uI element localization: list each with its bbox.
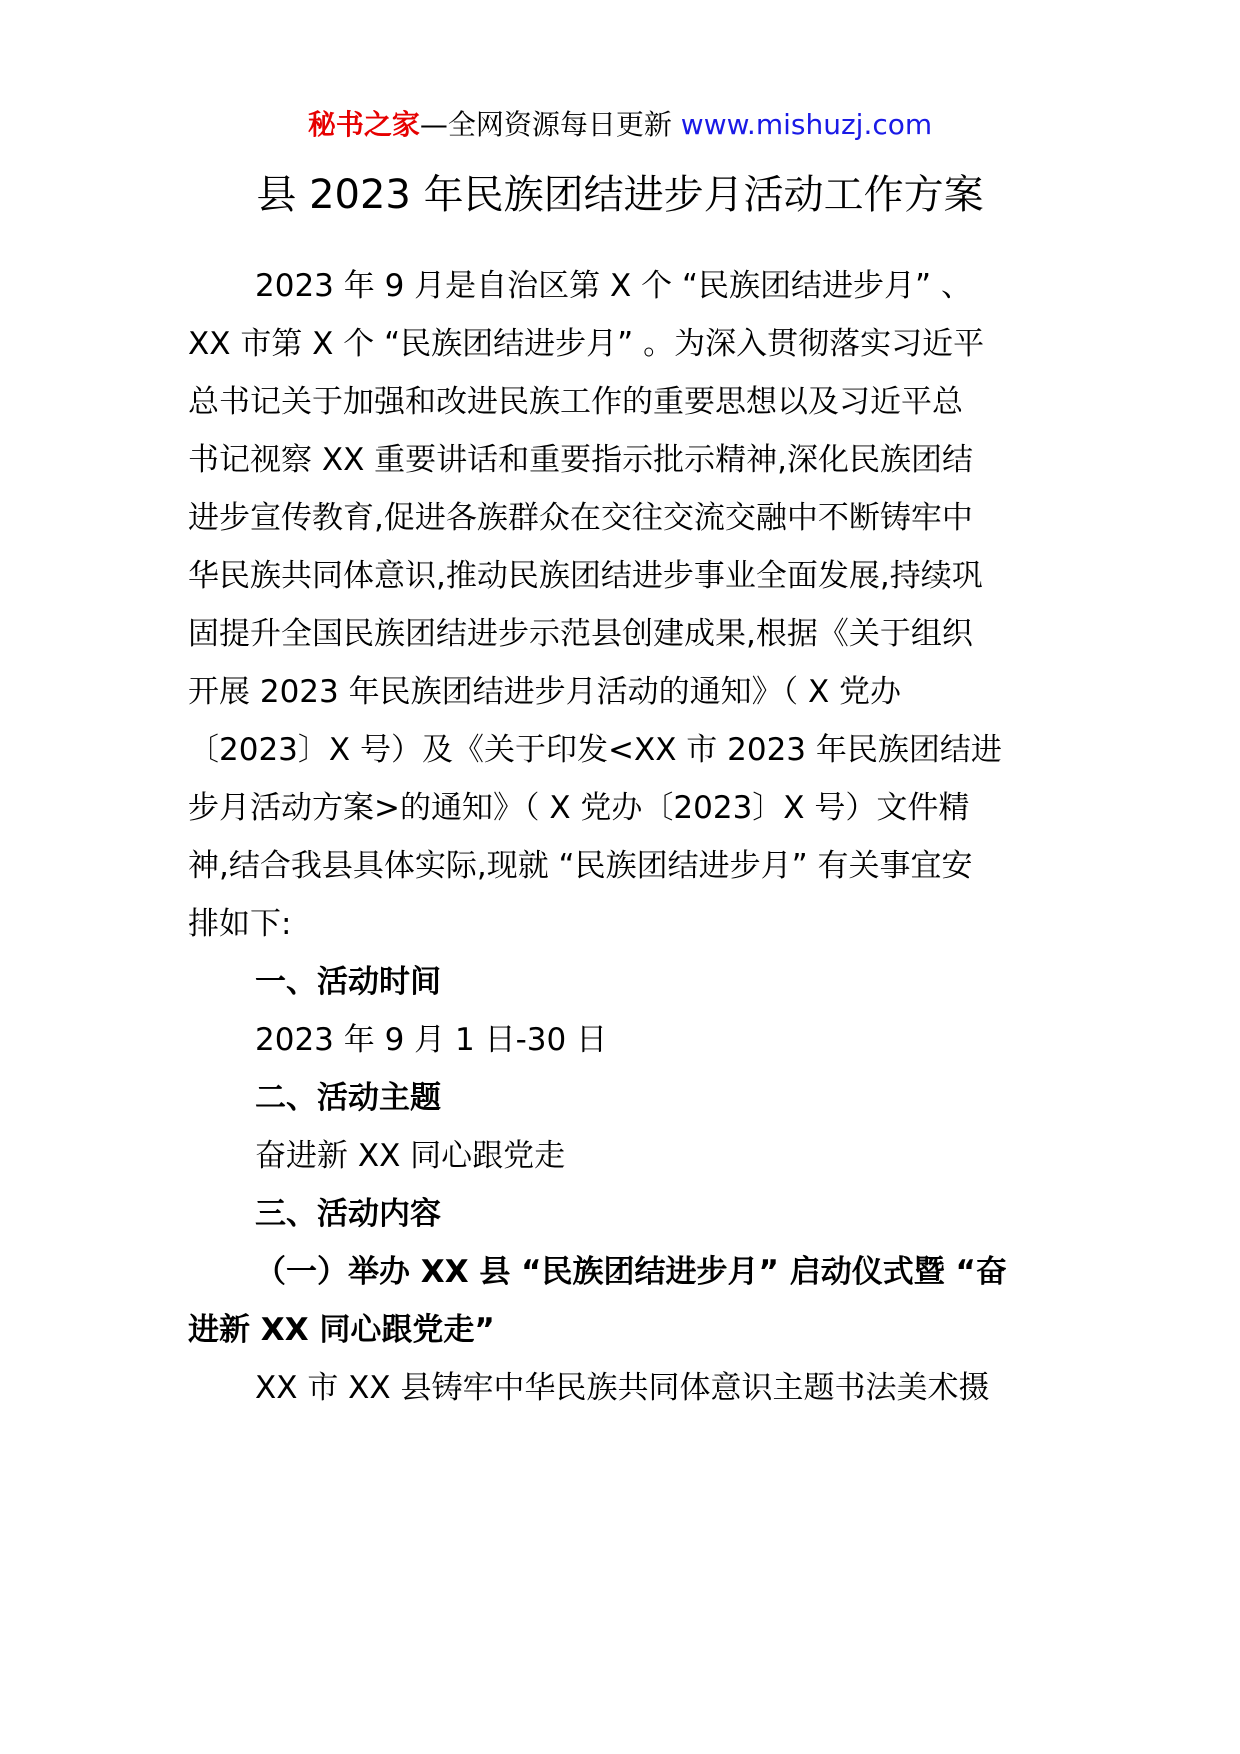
body-line: 步月活动方案>的通知》（ X 党办〔2023〕X 号）文件精: [188, 790, 970, 826]
header-tagline: —全网资源每日更新: [419, 108, 672, 141]
site-url-link[interactable]: www.mishuzj.com: [680, 108, 933, 141]
body-line: 奋进新 XX 同心跟党走: [255, 1138, 566, 1174]
body-line: 开展 2023 年民族团结进步月活动的通知》（ X 党办: [188, 674, 902, 710]
body-line: XX 市第 X 个 “民族团结进步月” 。为深入贯彻落实习近平: [188, 326, 985, 362]
subsection-heading: 进新 XX 同心跟党走”: [188, 1312, 495, 1348]
body-line: 排如下:: [188, 906, 292, 942]
site-header: [0, 105, 1240, 145]
subsection-heading: （一）举办 XX 县 “民族团结进步月” 启动仪式暨 “奋: [255, 1254, 1007, 1290]
brand-name: 秘书之家: [307, 108, 420, 141]
body-line: 总书记关于加强和改进民族工作的重要思想以及习近平总: [188, 384, 963, 420]
body-line: XX 市 XX 县铸牢中华民族共同体意识主题书法美术摄: [255, 1370, 990, 1406]
body-line: 固提升全国民族团结进步示范县创建成果,根据《关于组织: [188, 616, 973, 652]
body-line: 2023 年 9 月 1 日-30 日: [255, 1022, 608, 1058]
body-line: 2023 年 9 月是自治区第 X 个 “民族团结进步月” 、: [255, 268, 972, 304]
body-line: 进步宣传教育,促进各族群众在交往交流交融中不断铸牢中: [188, 500, 973, 536]
section-heading: 二、活动主题: [255, 1080, 441, 1116]
body-line: 神,结合我县具体实际,现就 “民族团结进步月” 有关事宜安: [188, 848, 973, 884]
section-heading: 三、活动内容: [255, 1196, 441, 1232]
body-line: 〔2023〕X 号）及《关于印发<XX 市 2023 年民族团结进: [188, 732, 1002, 768]
section-heading: 一、活动时间: [255, 964, 441, 1000]
document-title: 县 2023 年民族团结进步月活动工作方案: [256, 172, 984, 218]
body-line: 书记视察 XX 重要讲话和重要指示批示精神,深化民族团结: [188, 442, 974, 478]
body-line: 华民族共同体意识,推动民族团结进步事业全面发展,持续巩: [188, 558, 983, 594]
